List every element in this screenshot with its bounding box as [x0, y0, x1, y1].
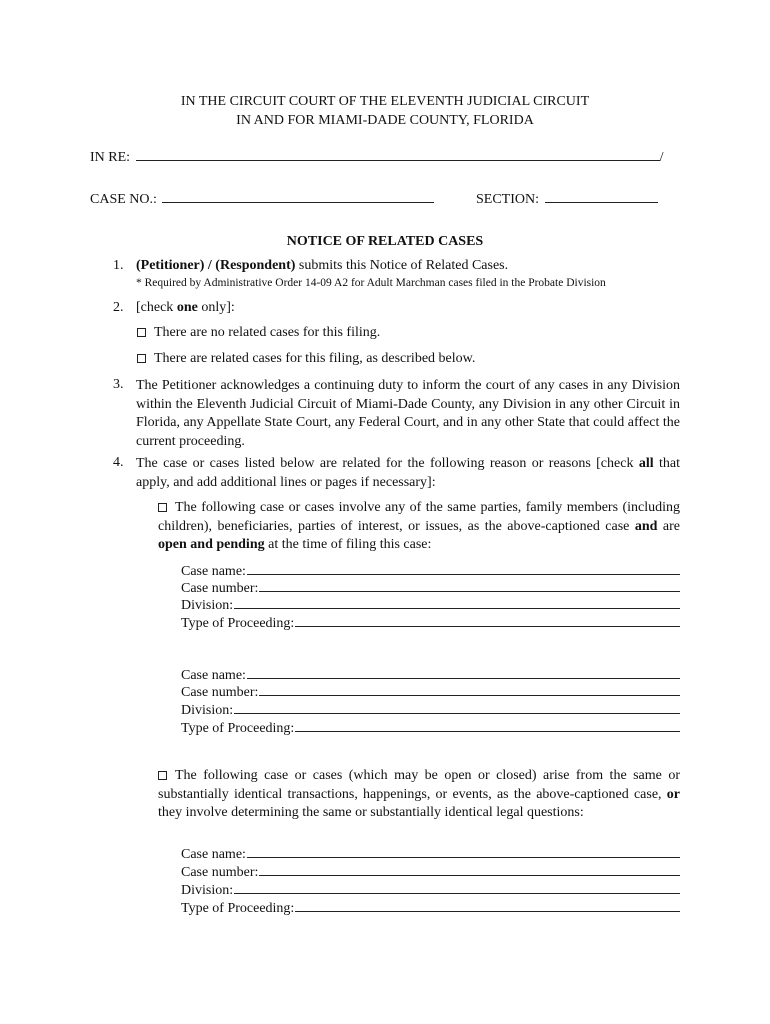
item2-number: 2. — [113, 300, 124, 315]
block2-case-name — [181, 666, 680, 684]
option-no-related-label: There are no related cases for this filing. — [154, 325, 381, 340]
court-header-line2: IN AND FOR MIAMI-DADE COUNTY, FLORIDA — [236, 113, 534, 128]
reason-a-pre: The following case or cases involve any of the same parties, family members (including children), beneficiaries, parties of interest, or issues, as the above-captioned case — [158, 500, 680, 534]
block1-type — [181, 614, 680, 632]
block3-division — [181, 881, 680, 899]
court-header-line1: IN THE CIRCUIT COURT OF THE ELEVENTH JUDICIAL CIRCUIT — [180, 94, 590, 109]
block3-case-number — [181, 863, 680, 881]
item2-text — [136, 300, 235, 316]
division-field[interactable] — [234, 701, 680, 714]
type-label: Type of Proceeding: — [181, 901, 295, 916]
case-name-label: Case name: — [181, 847, 246, 862]
block2-type — [181, 719, 680, 737]
case-number-field[interactable] — [259, 863, 680, 876]
checkbox-reason-b[interactable] — [158, 771, 167, 780]
case-name-field[interactable] — [247, 562, 680, 575]
checkbox-reason-a[interactable] — [158, 503, 167, 512]
reason-a-post: at the time of filing this case: — [264, 537, 432, 552]
case-number-label: Case number: — [181, 581, 259, 596]
block2-case-number — [181, 683, 680, 701]
section-field[interactable] — [545, 190, 658, 203]
case-number-field[interactable] — [259, 579, 680, 592]
section-row — [476, 190, 658, 208]
checkbox-no-related[interactable] — [137, 328, 146, 337]
reason-a-and: and — [634, 518, 658, 534]
block3-type — [181, 899, 680, 917]
item1-text — [136, 258, 508, 274]
division-label: Division: — [181, 703, 234, 718]
block1-case-number — [181, 579, 680, 597]
item2-pre: [check — [136, 300, 177, 315]
reason-b-or: or — [666, 786, 680, 802]
item2-option-none — [137, 325, 380, 341]
case-number-field[interactable] — [259, 683, 680, 696]
division-label: Division: — [181, 598, 234, 613]
case-number-label: Case number: — [181, 685, 259, 700]
item1-number: 1. — [113, 258, 124, 273]
in-re-label: IN RE: — [90, 150, 131, 165]
item4-bold: all — [638, 456, 654, 471]
case-number-label: Case number: — [181, 865, 259, 880]
block2-division — [181, 701, 680, 719]
option-related-label: There are related cases for this filing, as described below. — [154, 351, 476, 366]
in-re-end: / — [659, 150, 664, 165]
type-field[interactable] — [295, 899, 680, 912]
item3-text: The Petitioner acknowledges a continuing duty to inform the court of any cases in any Division within the Eleventh Judicial Circuit of Miami-Dade County, any Division in any other Circuit in Florida, any Appellate State Court, any Federal Court, and in any other State that could affect the current proceeding. — [136, 378, 680, 449]
case-name-field[interactable] — [247, 845, 680, 858]
item1-note: * Required by Administrative Order 14-09 A2 for Adult Marchman cases filed in the Probate Division — [136, 277, 606, 289]
reason-a-text — [158, 499, 680, 555]
type-field[interactable] — [295, 719, 680, 732]
item4-number: 4. — [113, 455, 124, 470]
case-no-label: CASE NO.: — [90, 192, 157, 207]
item2-post: only]: — [197, 300, 235, 315]
item3-number: 3. — [113, 377, 124, 392]
type-field[interactable] — [295, 614, 680, 627]
checkbox-related[interactable] — [137, 354, 146, 363]
type-label: Type of Proceeding: — [181, 721, 295, 736]
item4-text — [136, 455, 680, 492]
reason-b-pre: The following case or cases (which may be open or closed) arise from the same or substantially identical transactions, happenings, or events, as the above-captioned case, — [158, 768, 680, 802]
division-field[interactable] — [234, 881, 680, 894]
reason-a-mid: are — [657, 518, 680, 534]
item4-pre: The case or cases listed below are related for the following reason or reasons [check — [136, 456, 639, 471]
section-label: SECTION: — [476, 192, 539, 207]
item1-party: (Petitioner) / (Respondent) — [136, 258, 296, 273]
division-label: Division: — [181, 883, 234, 898]
item2-option-related — [137, 351, 475, 367]
document-title: NOTICE OF RELATED CASES — [286, 234, 484, 249]
in-re-row — [90, 148, 663, 166]
block3-case-name — [181, 845, 680, 863]
case-name-field[interactable] — [247, 666, 680, 679]
case-name-label: Case name: — [181, 564, 246, 579]
case-no-field[interactable] — [162, 190, 434, 203]
item4-post: that apply, and add additional lines or pages if necessary]: — [136, 456, 680, 490]
reason-a-open-pending: open and pending — [158, 537, 265, 552]
type-label: Type of Proceeding: — [181, 616, 295, 631]
case-name-label: Case name: — [181, 668, 246, 683]
block1-division — [181, 596, 680, 614]
reason-b-text — [158, 767, 680, 823]
case-no-row — [90, 190, 434, 208]
reason-b-post: they involve determining the same or substantially identical legal questions: — [158, 805, 584, 820]
in-re-field[interactable] — [136, 148, 660, 161]
item2-bold: one — [176, 300, 198, 315]
block1-case-name — [181, 562, 680, 580]
division-field[interactable] — [234, 596, 680, 609]
item1-body: submits this Notice of Related Cases. — [295, 258, 509, 273]
